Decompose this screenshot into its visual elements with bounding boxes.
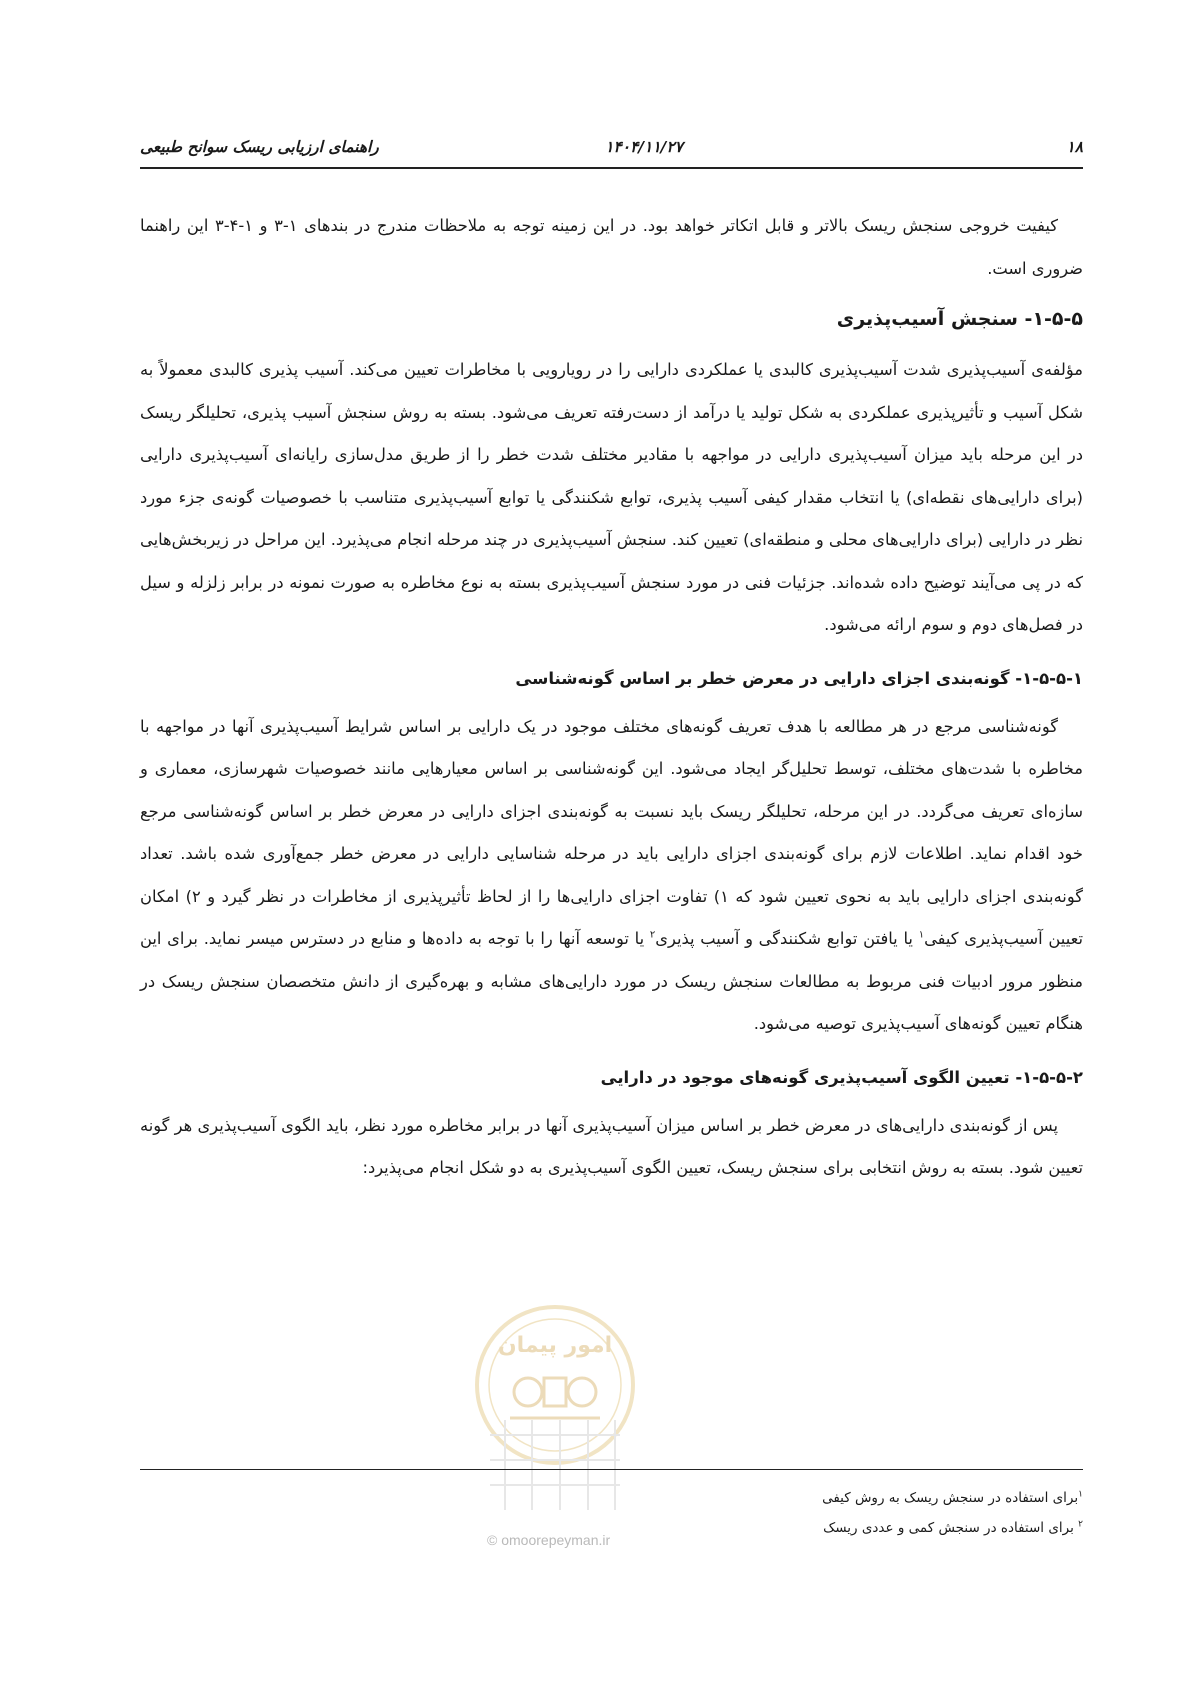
footnote-2-mark: ۲	[1078, 1519, 1083, 1530]
section-paragraph: مؤلفه‌ی آسیب‌پذیری شدت آسیب‌پذیری کالبدی یا عملکردی دارایی را در رویارویی با مخاطرات تعیین می‌کند. آسیب پذیری کالبدی معمولاً به شکل آسیب و تأثیرپذیری عملکردی به شکل تولید یا درآمد از دست‌رفته تعریف می‌شود. بسته به روش سنجش آسیب پذیری، تحلیلگر ریسک در این مرحله باید میزان آسیب‌پذیری دارایی در مواجهه با مقادیر مختلف شدت خطر را از طریق مدل‌سازی رایانه‌ای آسیب‌پذیری دارایی (برای دارایی‌های نقطه‌ای) یا انتخاب مقدار کیفی آسیب پذیری، توابع شکنندگی یا توابع آسیب‌پذیری متناسب با خصوصیات گونه‌ی جزء مورد نظر در دارایی (برای دارایی‌های محلی و منطقه‌ای) تعیین کند. سنجش آسیب‌پذیری در چند مرحله انجام می‌پذیرد. این مراحل در زیربخش‌هایی که در پی می‌آیند توضیح داده شده‌اند. جزئیات فنی در مورد سنجش آسیب‌پذیری بسته به نوع مخاطره به صورت نمونه در برابر زلزله و سیل در فصل‌های دوم و سوم ارائه می‌شود.	[140, 360, 1083, 634]
intro-paragraph: کیفیت خروجی سنجش ریسک بالاتر و قابل اتکاتر خواهد بود. در این زمینه توجه به ملاحظات مندرج در بندهای ۱-۳ و ۱-۴-۳ این راهنما ضروری است.	[140, 216, 1083, 278]
section-heading: ۱-۵-۵- سنجش آسیب‌پذیری	[836, 308, 1083, 330]
svg-text:امور پیمان: امور پیمان	[497, 1333, 613, 1358]
header-date: ۱۴۰۴/۱۱/۲۷	[605, 138, 683, 156]
footnote-1-text: برای استفاده در سنجش ریسک به روش کیفی	[822, 1490, 1079, 1506]
subsection-2-paragraph: پس از گونه‌بندی دارایی‌های در معرض خطر بر اساس میزان آسیب‌پذیری آنها در برابر مخاطره مورد نظر، باید الگوی آسیب‌پذیری هر گونه تعیین شود. بسته به روش انتخابی برای سنجش ریسک، تعیین الگوی آسیب‌پذیری به دو شکل انجام می‌پذیرد:	[140, 1115, 1083, 1177]
footnotes	[822, 1483, 1083, 1543]
sub1-text-a: گونه‌شناسی مرجع در هر مطالعه با هدف تعریف گونه‌های مختلف موجود در یک دارایی بر اساس شرایط آسیب‌پذیری آنها در مواجهه با مخاطره با شدت‌های مختلف، توسط تحلیل‌گر ایجاد می‌شود. این گونه‌شناسی بر اساس معیارهایی مانند خصوصیات شهرسازی، معماری و سازه‌ای تعریف می‌گردد. در این مرحله، تحلیلگر ریسک باید نسبت به گونه‌بندی اجزای دارایی در معرض خطر بر اساس گونه‌شناسی مرجع خود اقدام نماید. اطلاعات لازم برای گونه‌بندی اجزای دارایی باید در مرحله شناسایی دارایی در معرض خطر جمع‌آوری شده باشد. تعداد گونه‌بندی اجزای دارایی باید به نحوی تعیین شود که ۱) تفاوت اجزای دارایی‌ها را از لحاظ تأثیرپذیری از مخاطرات در نظر گیرد و ۲) امکان تعیین آسیب‌پذیری کیفی	[140, 716, 1084, 948]
watermark-url: © omoorepeyman.ir	[487, 1532, 611, 1548]
header-divider	[140, 167, 1083, 169]
header-title: راهنمای ارزیابی ریسک سوانح طبیعی	[140, 138, 379, 156]
main-content	[140, 205, 1083, 1190]
running-header	[140, 138, 1083, 168]
footnote-2	[822, 1513, 1083, 1543]
footnote-ref-2[interactable]: ۲	[649, 929, 656, 941]
subsection-1-paragraph	[140, 706, 1083, 1046]
sub1-text-b: یا یافتن توابع شکنندگی و آسیب پذیری	[655, 929, 919, 948]
page-number: ۱۸	[1066, 138, 1083, 156]
footnote-1	[822, 1483, 1083, 1513]
footnote-2-text: برای استفاده در سنجش کمی و عددی ریسک	[823, 1520, 1074, 1536]
subsection-1-heading: ۱-۵-۵-۱- گونه‌بندی اجزای دارایی در معرض خطر بر اساس گونه‌شناسی	[515, 668, 1083, 688]
footnote-ref-1[interactable]: ۱	[918, 929, 925, 941]
subsection-2-heading: ۱-۵-۵-۲- تعیین الگوی آسیب‌پذیری گونه‌های موجود در دارایی	[600, 1067, 1083, 1087]
footnote-divider	[140, 1469, 1083, 1470]
footnote-1-mark: ۱	[1078, 1489, 1083, 1500]
sub1-text-c: یا توسعه آنها را با توجه به داده‌ها و منابع در دسترس میسر نماید. برای این منظور مرور ادبیات فنی مربوط به مطالعات سنجش ریسک در مورد دارایی‌های مشابه و بهره‌گیری از دانش متخصصان سنجش ریسک در هنگام تعیین گونه‌های آسیب‌پذیری توصیه می‌شود.	[140, 929, 1083, 1033]
watermark-logo	[470, 1300, 640, 1530]
